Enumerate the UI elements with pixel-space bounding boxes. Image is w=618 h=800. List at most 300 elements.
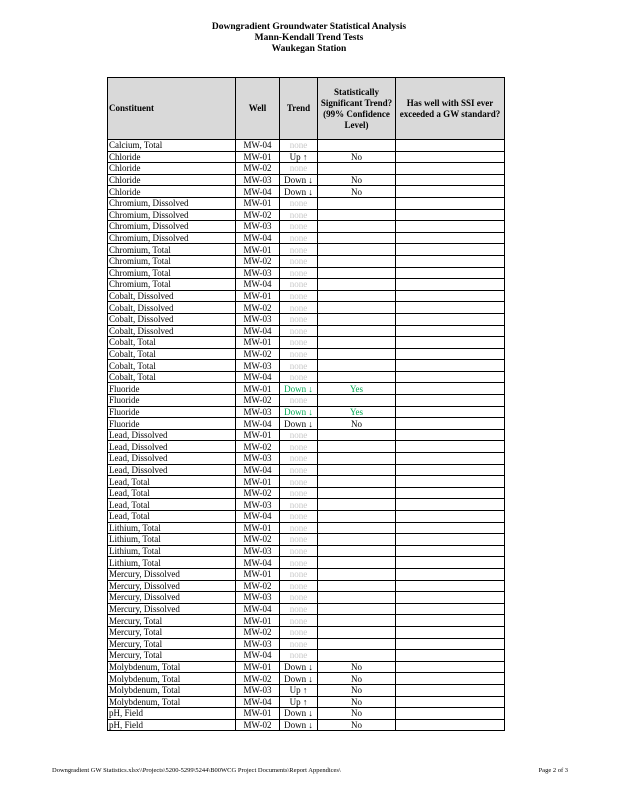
cell-constituent: Chromium, Dissolved [108,232,236,244]
cell-well: MW-01 [236,290,280,302]
cell-trend: Down ↓ [280,186,318,198]
table-row [108,441,505,453]
cell-significant: Yes [318,383,396,395]
table-row [108,337,505,349]
cell-trend: none [280,395,318,407]
cell-well: MW-04 [236,650,280,662]
cell-ssi [396,522,505,534]
cell-significant [318,279,396,291]
cell-significant [318,522,396,534]
cell-trend: none [280,487,318,499]
table-row [108,684,505,696]
cell-well: MW-04 [236,279,280,291]
cell-significant [318,441,396,453]
cell-well: MW-02 [236,163,280,175]
cell-significant [318,337,396,349]
cell-well: MW-01 [236,197,280,209]
cell-trend: Up ↑ [280,696,318,708]
table-row [108,151,505,163]
cell-well: MW-02 [236,348,280,360]
table-row [108,499,505,511]
cell-well: MW-03 [236,267,280,279]
cell-constituent: Chloride [108,186,236,198]
cell-significant [318,476,396,488]
cell-constituent: Molybdenum, Total [108,696,236,708]
cell-significant [318,244,396,256]
table-row [108,522,505,534]
cell-trend: Up ↑ [280,151,318,163]
cell-trend: none [280,603,318,615]
table-row [108,140,505,152]
cell-ssi [396,568,505,580]
cell-ssi [396,441,505,453]
cell-ssi [396,626,505,638]
cell-constituent: Mercury, Dissolved [108,592,236,604]
cell-constituent: Lead, Total [108,476,236,488]
cell-constituent: Chromium, Total [108,244,236,256]
cell-significant: No [318,151,396,163]
cell-trend: Down ↓ [280,719,318,731]
cell-ssi [396,371,505,383]
cell-constituent: Chromium, Total [108,255,236,267]
table-row [108,302,505,314]
table-row [108,163,505,175]
cell-ssi [396,244,505,256]
cell-constituent: Cobalt, Dissolved [108,290,236,302]
cell-trend: none [280,626,318,638]
cell-ssi [396,151,505,163]
cell-well: MW-03 [236,499,280,511]
table-row [108,661,505,673]
cell-constituent: Lead, Total [108,487,236,499]
cell-significant [318,568,396,580]
cell-constituent: Lead, Dissolved [108,441,236,453]
cell-well: MW-01 [236,568,280,580]
cell-trend: none [280,592,318,604]
table-row [108,279,505,291]
cell-well: MW-02 [236,209,280,221]
cell-ssi [396,661,505,673]
cell-trend: none [280,371,318,383]
cell-significant [318,499,396,511]
cell-ssi [396,684,505,696]
table-row [108,383,505,395]
cell-trend: Down ↓ [280,708,318,720]
cell-constituent: Cobalt, Total [108,337,236,349]
cell-trend: Down ↓ [280,383,318,395]
table-row [108,568,505,580]
cell-well: MW-02 [236,441,280,453]
cell-trend: none [280,511,318,523]
cell-constituent: Mercury, Dissolved [108,580,236,592]
cell-constituent: Chromium, Dissolved [108,197,236,209]
cell-well: MW-01 [236,151,280,163]
cell-ssi [396,545,505,557]
cell-constituent: Cobalt, Dissolved [108,325,236,337]
cell-trend: none [280,464,318,476]
header-significant: Statistically Significant Trend? (99% Confidence Level) [318,78,396,140]
table-row [108,429,505,441]
cell-trend: none [280,522,318,534]
cell-ssi [396,592,505,604]
table-row [108,557,505,569]
cell-trend: none [280,615,318,627]
table-header-row [108,78,505,140]
table-row [108,580,505,592]
cell-well: MW-03 [236,221,280,233]
cell-trend: none [280,580,318,592]
cell-constituent: Chromium, Total [108,279,236,291]
cell-significant [318,603,396,615]
cell-ssi [396,673,505,685]
cell-constituent: Lithium, Total [108,534,236,546]
cell-well: MW-03 [236,638,280,650]
cell-significant: No [318,719,396,731]
cell-significant: No [318,673,396,685]
cell-trend: none [280,279,318,291]
cell-well: MW-04 [236,325,280,337]
table-row [108,197,505,209]
cell-ssi [396,209,505,221]
cell-constituent: Chloride [108,151,236,163]
table-row [108,267,505,279]
cell-ssi [396,453,505,465]
cell-ssi [396,719,505,731]
table-row [108,603,505,615]
table-row [108,360,505,372]
cell-well: MW-04 [236,186,280,198]
cell-significant: Yes [318,406,396,418]
cell-significant [318,325,396,337]
cell-constituent: Cobalt, Dissolved [108,302,236,314]
cell-significant [318,267,396,279]
cell-constituent: Molybdenum, Total [108,673,236,685]
cell-trend: none [280,650,318,662]
cell-ssi [396,267,505,279]
table-row [108,418,505,430]
cell-well: MW-02 [236,487,280,499]
cell-significant: No [318,661,396,673]
table-row [108,325,505,337]
table-body [108,140,505,731]
cell-ssi [396,406,505,418]
cell-constituent: Mercury, Total [108,615,236,627]
cell-significant [318,464,396,476]
cell-well: MW-01 [236,244,280,256]
cell-ssi [396,325,505,337]
cell-ssi [396,163,505,175]
table-row [108,615,505,627]
cell-well: MW-04 [236,418,280,430]
table-row [108,650,505,662]
report-title [0,22,618,55]
cell-ssi [396,418,505,430]
cell-ssi [396,313,505,325]
cell-constituent: Lithium, Total [108,522,236,534]
cell-well: MW-03 [236,313,280,325]
cell-significant: No [318,174,396,186]
cell-constituent: pH, Field [108,708,236,720]
cell-constituent: Chloride [108,174,236,186]
table-row [108,406,505,418]
cell-significant [318,487,396,499]
cell-well: MW-04 [236,464,280,476]
table-row [108,313,505,325]
cell-significant [318,395,396,407]
table-row [108,186,505,198]
cell-ssi [396,348,505,360]
cell-constituent: Fluoride [108,383,236,395]
cell-trend: none [280,255,318,267]
cell-well: MW-01 [236,337,280,349]
cell-trend: none [280,568,318,580]
cell-ssi [396,337,505,349]
cell-trend: none [280,221,318,233]
table-row [108,255,505,267]
cell-significant [318,209,396,221]
cell-trend: none [280,499,318,511]
table-row [108,487,505,499]
cell-significant [318,232,396,244]
cell-well: MW-03 [236,684,280,696]
cell-well: MW-04 [236,557,280,569]
cell-ssi [396,580,505,592]
cell-trend: none [280,140,318,152]
cell-trend: none [280,534,318,546]
cell-significant [318,511,396,523]
cell-trend: none [280,441,318,453]
cell-ssi [396,499,505,511]
table-row [108,348,505,360]
cell-constituent: Cobalt, Dissolved [108,313,236,325]
cell-well: MW-04 [236,696,280,708]
cell-significant [318,615,396,627]
title-line-3: Waukegan Station [271,44,347,54]
cell-well: MW-02 [236,395,280,407]
cell-trend: none [280,244,318,256]
cell-trend: none [280,290,318,302]
cell-well: MW-01 [236,522,280,534]
cell-ssi [396,360,505,372]
cell-well: MW-02 [236,719,280,731]
cell-constituent: Lead, Total [108,511,236,523]
title-line-1: Downgradient Groundwater Statistical Analysis [211,22,407,32]
cell-constituent: Lithium, Total [108,545,236,557]
cell-well: MW-03 [236,360,280,372]
cell-trend: none [280,209,318,221]
table-row [108,638,505,650]
cell-significant [318,163,396,175]
cell-constituent: Chromium, Total [108,267,236,279]
cell-significant [318,255,396,267]
table-row [108,244,505,256]
cell-ssi [396,221,505,233]
cell-well: MW-04 [236,232,280,244]
table-row [108,545,505,557]
table-row [108,453,505,465]
cell-ssi [396,290,505,302]
cell-significant [318,302,396,314]
cell-well: MW-04 [236,140,280,152]
cell-trend: Down ↓ [280,418,318,430]
cell-trend: none [280,163,318,175]
table-row [108,708,505,720]
cell-constituent: Fluoride [108,395,236,407]
cell-trend: none [280,337,318,349]
cell-trend: Down ↓ [280,174,318,186]
cell-ssi [396,302,505,314]
cell-significant [318,290,396,302]
cell-well: MW-03 [236,174,280,186]
cell-ssi [396,638,505,650]
table-row [108,673,505,685]
cell-ssi [396,534,505,546]
cell-significant: No [318,684,396,696]
cell-well: MW-04 [236,511,280,523]
table-row [108,209,505,221]
cell-significant: No [318,186,396,198]
footer-path: Downgradient GW Statistics.xlsx\\Projects\5200-5299\5244\B00WCG Project Documents\Report Appendices\ [52,767,341,774]
cell-constituent: Cobalt, Total [108,371,236,383]
cell-trend: none [280,429,318,441]
cell-constituent: Lead, Dissolved [108,429,236,441]
cell-constituent: Cobalt, Total [108,360,236,372]
table-row [108,232,505,244]
cell-constituent: Molybdenum, Total [108,684,236,696]
cell-well: MW-02 [236,580,280,592]
table-row [108,395,505,407]
table-row [108,371,505,383]
cell-trend: Down ↓ [280,673,318,685]
cell-constituent: Molybdenum, Total [108,661,236,673]
cell-constituent: Chromium, Dissolved [108,209,236,221]
cell-constituent: Calcium, Total [108,140,236,152]
cell-constituent: Chloride [108,163,236,175]
cell-well: MW-01 [236,476,280,488]
table-row [108,592,505,604]
cell-trend: none [280,313,318,325]
cell-ssi [396,383,505,395]
cell-constituent: Mercury, Dissolved [108,603,236,615]
cell-trend: none [280,325,318,337]
trend-table [107,77,505,731]
cell-significant: No [318,418,396,430]
cell-significant [318,371,396,383]
table-row [108,696,505,708]
cell-significant: No [318,696,396,708]
cell-constituent: Mercury, Total [108,650,236,662]
cell-significant [318,580,396,592]
cell-constituent: Lead, Dissolved [108,453,236,465]
cell-significant [318,626,396,638]
table-row [108,626,505,638]
cell-ssi [396,279,505,291]
cell-ssi [396,696,505,708]
table-row [108,534,505,546]
cell-ssi [396,615,505,627]
cell-trend: none [280,232,318,244]
cell-ssi [396,603,505,615]
cell-constituent: Lithium, Total [108,557,236,569]
cell-well: MW-02 [236,534,280,546]
cell-trend: none [280,638,318,650]
cell-well: MW-03 [236,545,280,557]
cell-constituent: Lead, Dissolved [108,464,236,476]
cell-constituent: Mercury, Dissolved [108,568,236,580]
cell-well: MW-01 [236,615,280,627]
cell-constituent: Cobalt, Total [108,348,236,360]
cell-well: MW-02 [236,302,280,314]
cell-trend: Down ↓ [280,406,318,418]
cell-well: MW-01 [236,383,280,395]
cell-trend: none [280,476,318,488]
cell-significant [318,313,396,325]
title-line-2: Mann-Kendall Trend Tests [254,33,364,43]
cell-constituent: Lead, Total [108,499,236,511]
table-row [108,511,505,523]
cell-significant [318,638,396,650]
cell-ssi [396,476,505,488]
cell-ssi [396,557,505,569]
cell-ssi [396,464,505,476]
cell-well: MW-04 [236,371,280,383]
table-row [108,464,505,476]
footer-page: Page 2 of 3 [538,767,568,774]
cell-well: MW-03 [236,592,280,604]
cell-constituent: Mercury, Total [108,626,236,638]
cell-trend: none [280,267,318,279]
cell-significant [318,140,396,152]
cell-significant [318,534,396,546]
header-ssi: Has well with SSI ever exceeded a GW standard? [396,78,505,140]
cell-significant [318,557,396,569]
header-trend: Trend [280,78,318,140]
table-row [108,174,505,186]
cell-constituent: Fluoride [108,406,236,418]
cell-significant [318,592,396,604]
cell-ssi [396,186,505,198]
header-well: Well [236,78,280,140]
table-row [108,290,505,302]
cell-well: MW-03 [236,453,280,465]
cell-trend: none [280,545,318,557]
cell-ssi [396,197,505,209]
cell-trend: Up ↑ [280,684,318,696]
cell-well: MW-03 [236,406,280,418]
cell-well: MW-01 [236,429,280,441]
cell-significant [318,453,396,465]
cell-significant [318,429,396,441]
cell-ssi [396,255,505,267]
cell-ssi [396,174,505,186]
cell-ssi [396,708,505,720]
cell-significant [318,348,396,360]
cell-constituent: Fluoride [108,418,236,430]
cell-trend: none [280,360,318,372]
cell-constituent: Mercury, Total [108,638,236,650]
cell-ssi [396,140,505,152]
cell-ssi [396,511,505,523]
cell-trend: none [280,197,318,209]
cell-significant [318,221,396,233]
cell-constituent: pH, Field [108,719,236,731]
cell-significant [318,545,396,557]
cell-trend: Down ↓ [280,661,318,673]
cell-trend: none [280,302,318,314]
table-row [108,476,505,488]
cell-well: MW-01 [236,661,280,673]
table-row [108,719,505,731]
